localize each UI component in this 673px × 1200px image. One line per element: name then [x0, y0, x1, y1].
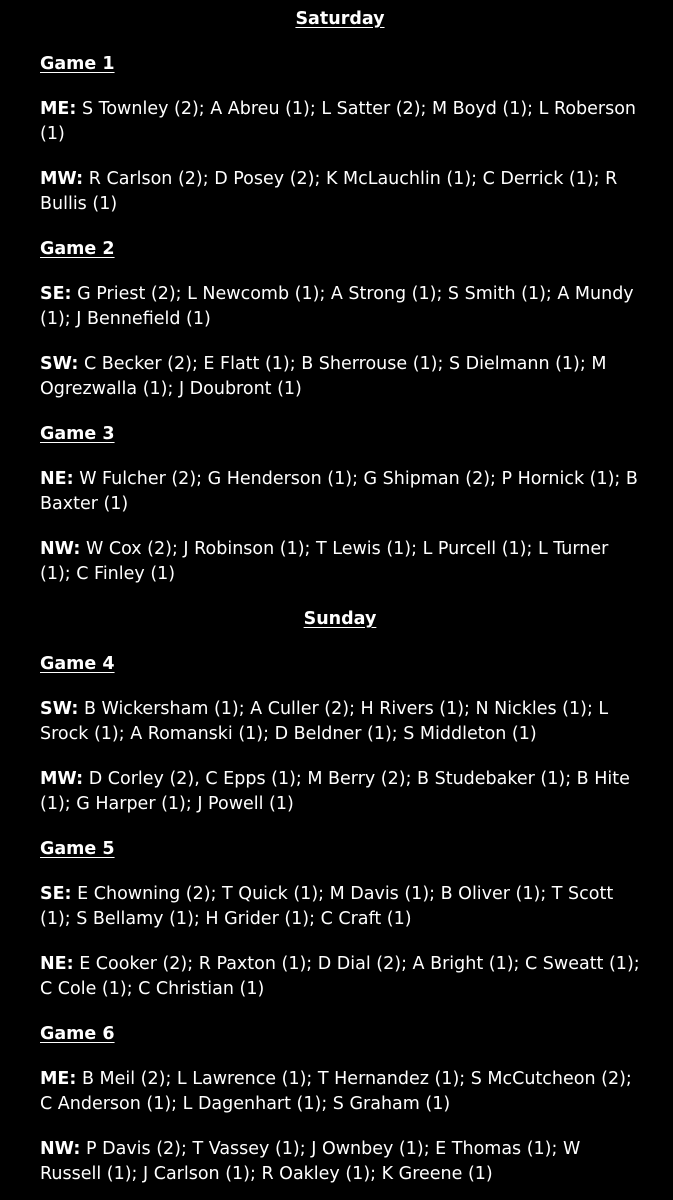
team-code: SW: — [40, 699, 79, 719]
game-heading-3: Game 3 — [40, 424, 115, 444]
team-code: MW: — [40, 169, 84, 189]
team-roster-mw-game-1 — [40, 167, 640, 217]
game-heading-5: Game 5 — [40, 839, 115, 859]
schedule-document — [40, 7, 640, 1187]
team-roster-nw-game-6 — [40, 1137, 640, 1187]
player-list: R Carlson (2); D Posey (2); K McLauchlin (1); C Derrick (1); R Bullis (1) — [40, 169, 618, 214]
team-code: MW: — [40, 769, 84, 789]
team-code: ME: — [40, 1069, 77, 1089]
team-code: NE: — [40, 954, 74, 974]
team-roster-sw-game-4 — [40, 697, 640, 747]
player-list: E Cooker (2); R Paxton (1); D Dial (2); A Bright (1); C Sweatt (1); C Cole (1); C Christian (1) — [40, 954, 640, 999]
day-heading-sunday: Sunday — [303, 609, 377, 629]
player-list: B Wickersham (1); A Culler (2); H Rivers (1); N Nickles (1); L Srock (1); A Romanski (1); D Beldner (1); S Middleton (1) — [40, 699, 609, 744]
game-heading-4: Game 4 — [40, 654, 115, 674]
team-code: SE: — [40, 284, 72, 304]
player-list: E Chowning (2); T Quick (1); M Davis (1); B Oliver (1); T Scott (1); S Bellamy (1); H Grider (1); C Craft (1) — [40, 884, 614, 929]
team-roster-se-game-5 — [40, 882, 640, 932]
game-heading-2: Game 2 — [40, 239, 115, 259]
game-heading-1: Game 1 — [40, 54, 115, 74]
team-roster-ne-game-5 — [40, 952, 640, 1002]
team-roster-ne-game-3 — [40, 467, 640, 517]
team-roster-mw-game-4 — [40, 767, 640, 817]
team-code: NW: — [40, 1139, 81, 1159]
player-list: B Meil (2); L Lawrence (1); T Hernandez (1); S McCutcheon (2); C Anderson (1); L Dagenhart (1); S Graham (1) — [40, 1069, 632, 1114]
team-roster-se-game-2 — [40, 282, 640, 332]
team-roster-nw-game-3 — [40, 537, 640, 587]
team-code: NE: — [40, 469, 74, 489]
team-code: SW: — [40, 354, 79, 374]
player-list: P Davis (2); T Vassey (1); J Ownbey (1); E Thomas (1); W Russell (1); J Carlson (1); R Oakley (1); K Greene (1) — [40, 1139, 581, 1184]
player-list: S Townley (2); A Abreu (1); L Satter (2); M Boyd (1); L Roberson (1) — [40, 99, 637, 144]
player-list: W Cox (2); J Robinson (1); T Lewis (1); L Purcell (1); L Turner (1); C Finley (1) — [40, 539, 609, 584]
team-roster-sw-game-2 — [40, 352, 640, 402]
player-list: G Priest (2); L Newcomb (1); A Strong (1); S Smith (1); A Mundy (1); J Bennefield (1) — [40, 284, 634, 329]
team-code: NW: — [40, 539, 81, 559]
team-roster-me-game-1 — [40, 97, 640, 147]
team-code: SE: — [40, 884, 72, 904]
player-list: W Fulcher (2); G Henderson (1); G Shipman (2); P Hornick (1); B Baxter (1) — [40, 469, 638, 514]
day-heading-saturday: Saturday — [295, 9, 385, 29]
player-list: D Corley (2), C Epps (1); M Berry (2); B Studebaker (1); B Hite (1); G Harper (1); J Powell (1) — [40, 769, 630, 814]
team-roster-me-game-6 — [40, 1067, 640, 1117]
team-code: ME: — [40, 99, 77, 119]
player-list: C Becker (2); E Flatt (1); B Sherrouse (1); S Dielmann (1); M Ogrezwalla (1); J Doubront (1) — [40, 354, 607, 399]
game-heading-6: Game 6 — [40, 1024, 115, 1044]
